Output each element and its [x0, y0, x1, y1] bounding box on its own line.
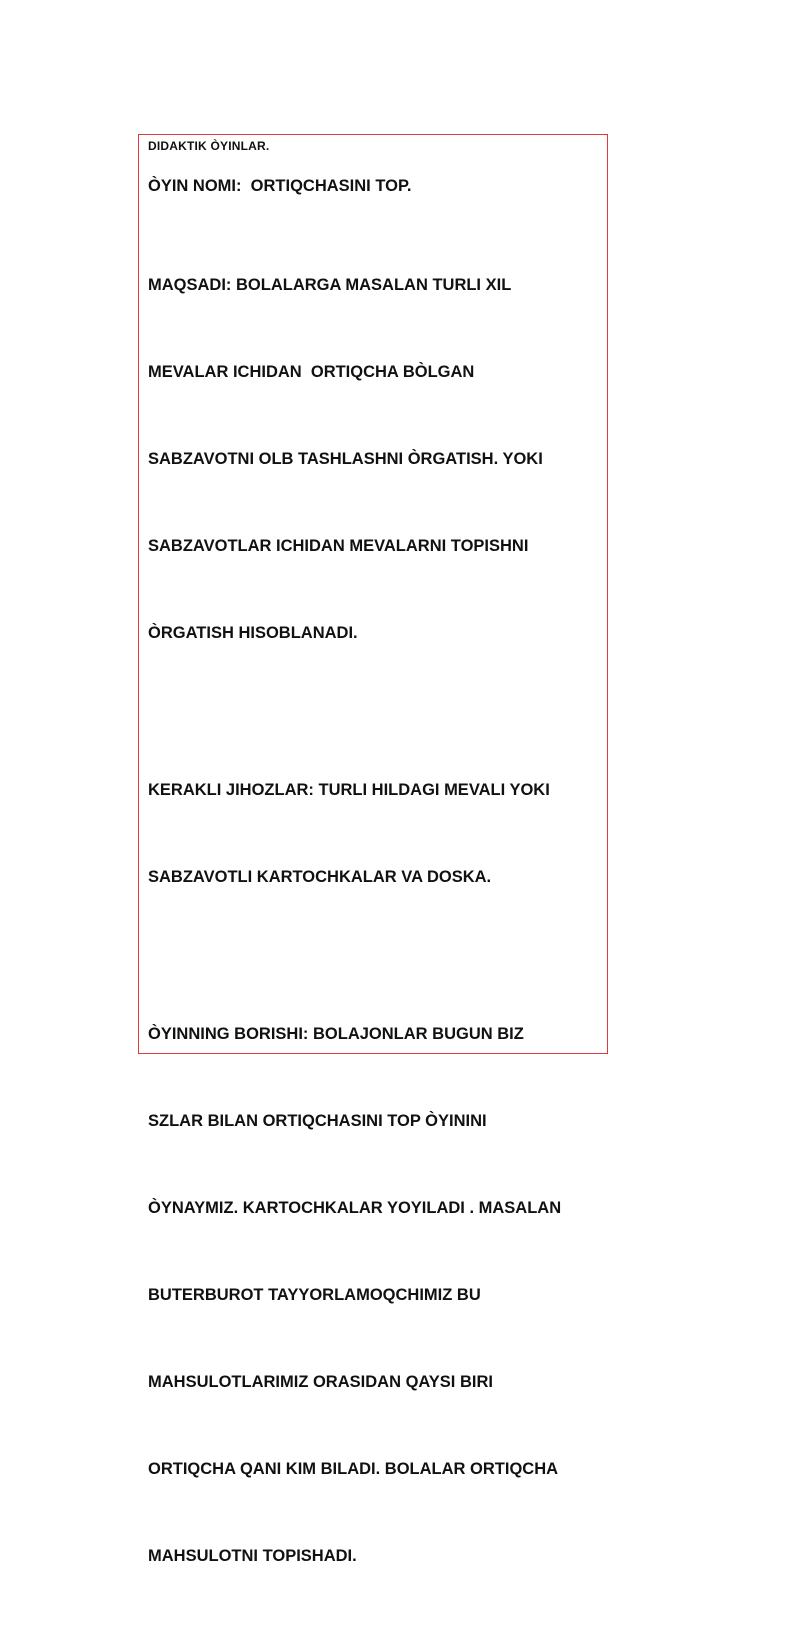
process-line: MAHSULOTLARIMIZ ORASIDAN QAYSI BIRI: [148, 1373, 493, 1391]
goal-line: MEVALAR ICHIDAN ORTIQCHA BÒLGAN: [148, 363, 475, 381]
equipment-paragraph: [148, 718, 598, 950]
document-body: [148, 138, 598, 1629]
goal-paragraph: [148, 213, 598, 706]
game-name: ÒYIN NOMI: ORTIQCHASINI TOP.: [148, 177, 412, 195]
process-paragraph: [148, 962, 598, 1629]
process-line: BUTERBUROT TAYYORLAMOQCHIMIZ BU: [148, 1286, 481, 1304]
process-line: ÒYINNING BORISHI: BOLAJONLAR BUGUN BIZ: [148, 1025, 524, 1043]
goal-line: ÒRGATISH HISOBLANADI.: [148, 624, 358, 642]
process-line: SZLAR BILAN ORTIQCHASINI TOP ÒYININI: [148, 1112, 487, 1130]
process-line: ÒYNAYMIZ. KARTOCHKALAR YOYILADI . MASALAN: [148, 1199, 562, 1217]
goal-line: MAQSADI: BOLALARGA MASALAN TURLI XIL: [148, 276, 512, 294]
equipment-line: KERAKLI JIHOZLAR: TURLI HILDAGI MEVALI YOKI: [148, 781, 550, 799]
document-heading: DIDAKTIK ÒYINLAR.: [148, 139, 270, 153]
process-line: ORTIQCHA QANI KIM BILADI. BOLALAR ORTIQCHA: [148, 1460, 559, 1478]
goal-line: SABZAVOTNI OLB TASHLASHNI ÒRGATISH. YOKI: [148, 450, 543, 468]
equipment-line: SABZAVOTLI KARTOCHKALAR VA DOSKA.: [148, 868, 492, 886]
goal-line: SABZAVOTLAR ICHIDAN MEVALARNI TOPISHNI: [148, 537, 529, 555]
process-line: MAHSULOTNI TOPISHADI.: [148, 1547, 357, 1565]
